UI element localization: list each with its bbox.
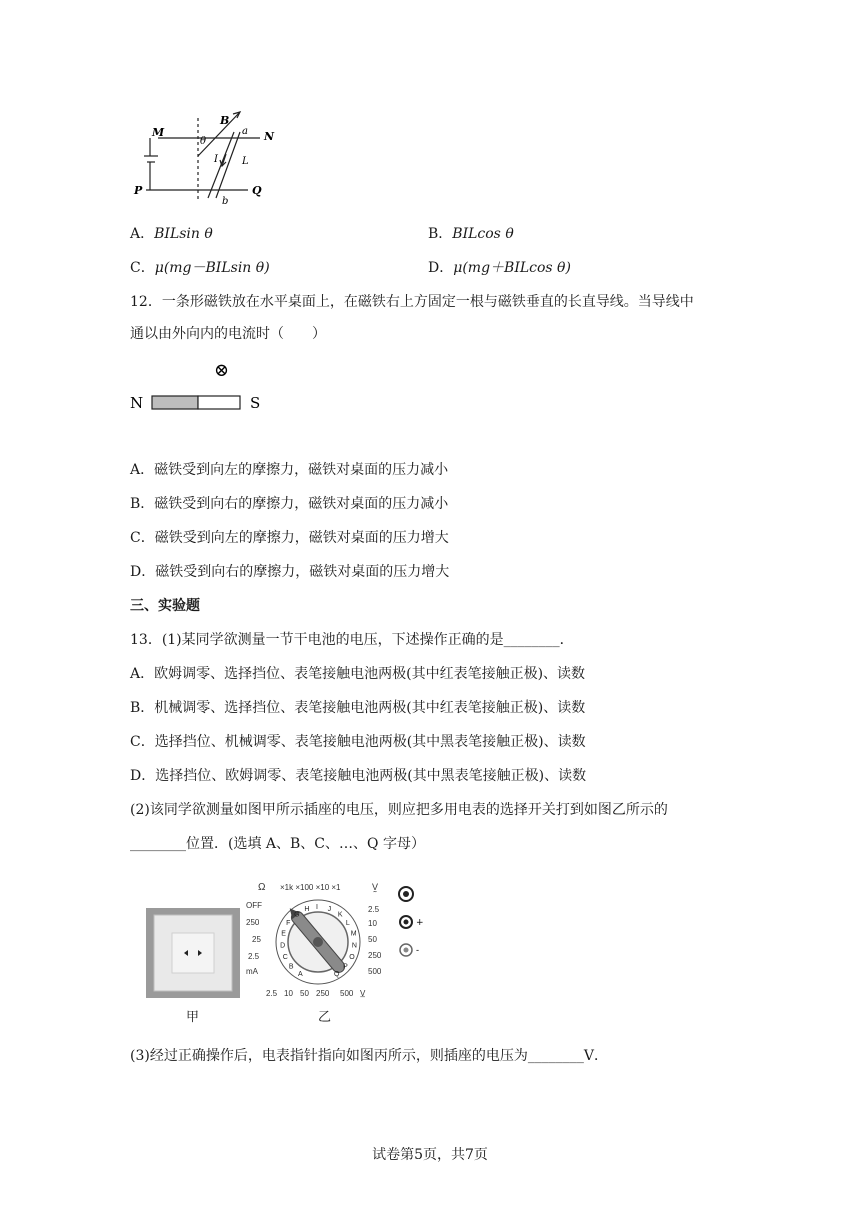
q12-option-a: A．磁铁受到向左的摩擦力，磁铁对桌面的压力减小 <box>130 462 449 478</box>
rails-figure <box>130 110 280 206</box>
label-N: N <box>264 130 275 143</box>
dial-bottom-50: 50 <box>300 989 309 998</box>
fig-jia-label: 甲 <box>186 1010 200 1025</box>
dial-letter-f: F <box>286 920 291 927</box>
q11-option-d: D．μ(mg＋BILcos θ) <box>428 260 571 276</box>
dial-letter-l: L <box>345 920 350 927</box>
section-title: 三、实验题 <box>130 598 200 614</box>
label-Q: Q <box>252 184 262 197</box>
jack-minus-label: - <box>416 946 420 956</box>
magnet-n-half <box>152 396 198 409</box>
dial-letter-b: B <box>288 963 294 971</box>
dial-right-50: 50 <box>368 935 377 944</box>
label-a: a <box>242 126 248 137</box>
q12-stem-line1: 12．一条形磁铁放在水平桌面上，在磁铁右上方固定一根与磁铁垂直的长直导线。当导线中 <box>130 294 694 310</box>
q11-option-b: B．BILcos θ <box>428 226 514 242</box>
label-I: I <box>214 154 218 165</box>
dial-letter-c: C <box>282 953 288 961</box>
dial-letter-k: K <box>337 911 343 919</box>
dial-omega: Ω <box>258 882 266 893</box>
q12-stem-line2: 通以由外向内的电流时（ ） <box>130 326 326 342</box>
q13-part1: 13．(1)某同学欲测量一节干电池的电压，下述操作正确的是________． <box>130 632 574 648</box>
dial-letter-p: P <box>343 963 348 971</box>
wire-cross-icon: ⊗ <box>214 360 230 381</box>
magnet-n-label: N <box>130 394 144 412</box>
fig-yi-label: 乙 <box>318 1010 332 1025</box>
q13-option-a: A．欧姆调零、选择挡位、表笔接触电池两极(其中红表笔接触正极)、读数 <box>130 666 586 682</box>
dial-letter-h: H <box>304 905 310 913</box>
magnet-s-half <box>198 396 240 409</box>
jack-plus-label: + <box>416 918 424 928</box>
dial-right-2-5: 2.5 <box>368 905 380 914</box>
label-B: B <box>220 114 230 127</box>
dial-bottom-250: 250 <box>316 989 330 998</box>
dial-left-2-5: 2.5 <box>248 952 260 961</box>
label-P: P <box>134 184 143 197</box>
dial-letter-q: Q <box>334 971 340 979</box>
dial-left-ma: mA <box>246 967 258 976</box>
dial-letter-d: D <box>280 942 286 950</box>
label-L: L <box>242 156 249 167</box>
dial-letter-a: A <box>298 971 303 979</box>
page-footer: 试卷第5页，共7页 <box>372 1147 488 1163</box>
label-b: b <box>222 196 229 206</box>
label-M: M <box>152 126 165 139</box>
dial-letter-j: J <box>327 905 332 913</box>
dial-right-10: 10 <box>368 919 377 928</box>
dial-ohm-ranges: ×1k ×100 ×10 ×1 <box>280 883 341 892</box>
dial-left-250: 250 <box>246 918 260 927</box>
dial-bottom-500: 500 <box>340 989 354 998</box>
magnet-s-label: S <box>250 394 261 412</box>
multimeter-dial-figure <box>240 878 430 1002</box>
dial-bottom-10: 10 <box>284 989 293 998</box>
dial-bottom-v-dc: V̲ <box>360 989 366 998</box>
dial-right-250: 250 <box>368 951 382 960</box>
dial-letter-m: M <box>350 930 357 938</box>
dial-left-25: 25 <box>252 935 261 944</box>
q13-option-c: C．选择挡位、机械调零、表笔接触电池两极(其中黑表笔接触正极)、读数 <box>130 734 586 750</box>
dial-letter-e: E <box>281 930 286 938</box>
dial-left-off: OFF <box>246 901 262 910</box>
dial-letter-i: I <box>316 904 318 911</box>
q13-part2-line1: (2)该同学欲测量如图甲所示插座的电压，则应把多用电表的选择开关打到如图乙所示的 <box>130 802 668 818</box>
dial-bottom-2-5: 2.5 <box>266 989 278 998</box>
q12-option-c: C．磁铁受到向左的摩擦力，磁铁对桌面的压力增大 <box>130 530 449 546</box>
q12-option-d: D．磁铁受到向右的摩擦力，磁铁对桌面的压力增大 <box>130 564 450 580</box>
q13-part2-line2: ________位置．(选填 A、B、C、…、Q 字母） <box>130 836 425 852</box>
dial-v-ac: V̰ <box>372 882 379 892</box>
q13-option-b: B．机械调零、选择挡位、表笔接触电池两极(其中红表笔接触正极)、读数 <box>130 700 586 716</box>
q13-part3: (3)经过正确操作后，电表指针指向如图丙所示，则插座的电压为________V． <box>130 1048 608 1064</box>
socket-figure <box>146 908 240 998</box>
q13-option-d: D．选择挡位、欧姆调零、表笔接触电池两极(其中黑表笔接触正极)、读数 <box>130 768 587 784</box>
q11-option-a: A．BILsin θ <box>130 226 213 242</box>
dial-letter-n: N <box>351 942 357 950</box>
dial-right-500: 500 <box>368 967 382 976</box>
q11-option-c: C．μ(mg－BILsin θ) <box>130 260 270 276</box>
q12-option-b: B．磁铁受到向右的摩擦力，磁铁对桌面的压力减小 <box>130 496 449 512</box>
label-theta: θ <box>200 136 207 147</box>
magnet-figure <box>126 356 276 418</box>
dial-letter-o: O <box>349 953 355 961</box>
dial-letter-g: G <box>294 911 300 919</box>
